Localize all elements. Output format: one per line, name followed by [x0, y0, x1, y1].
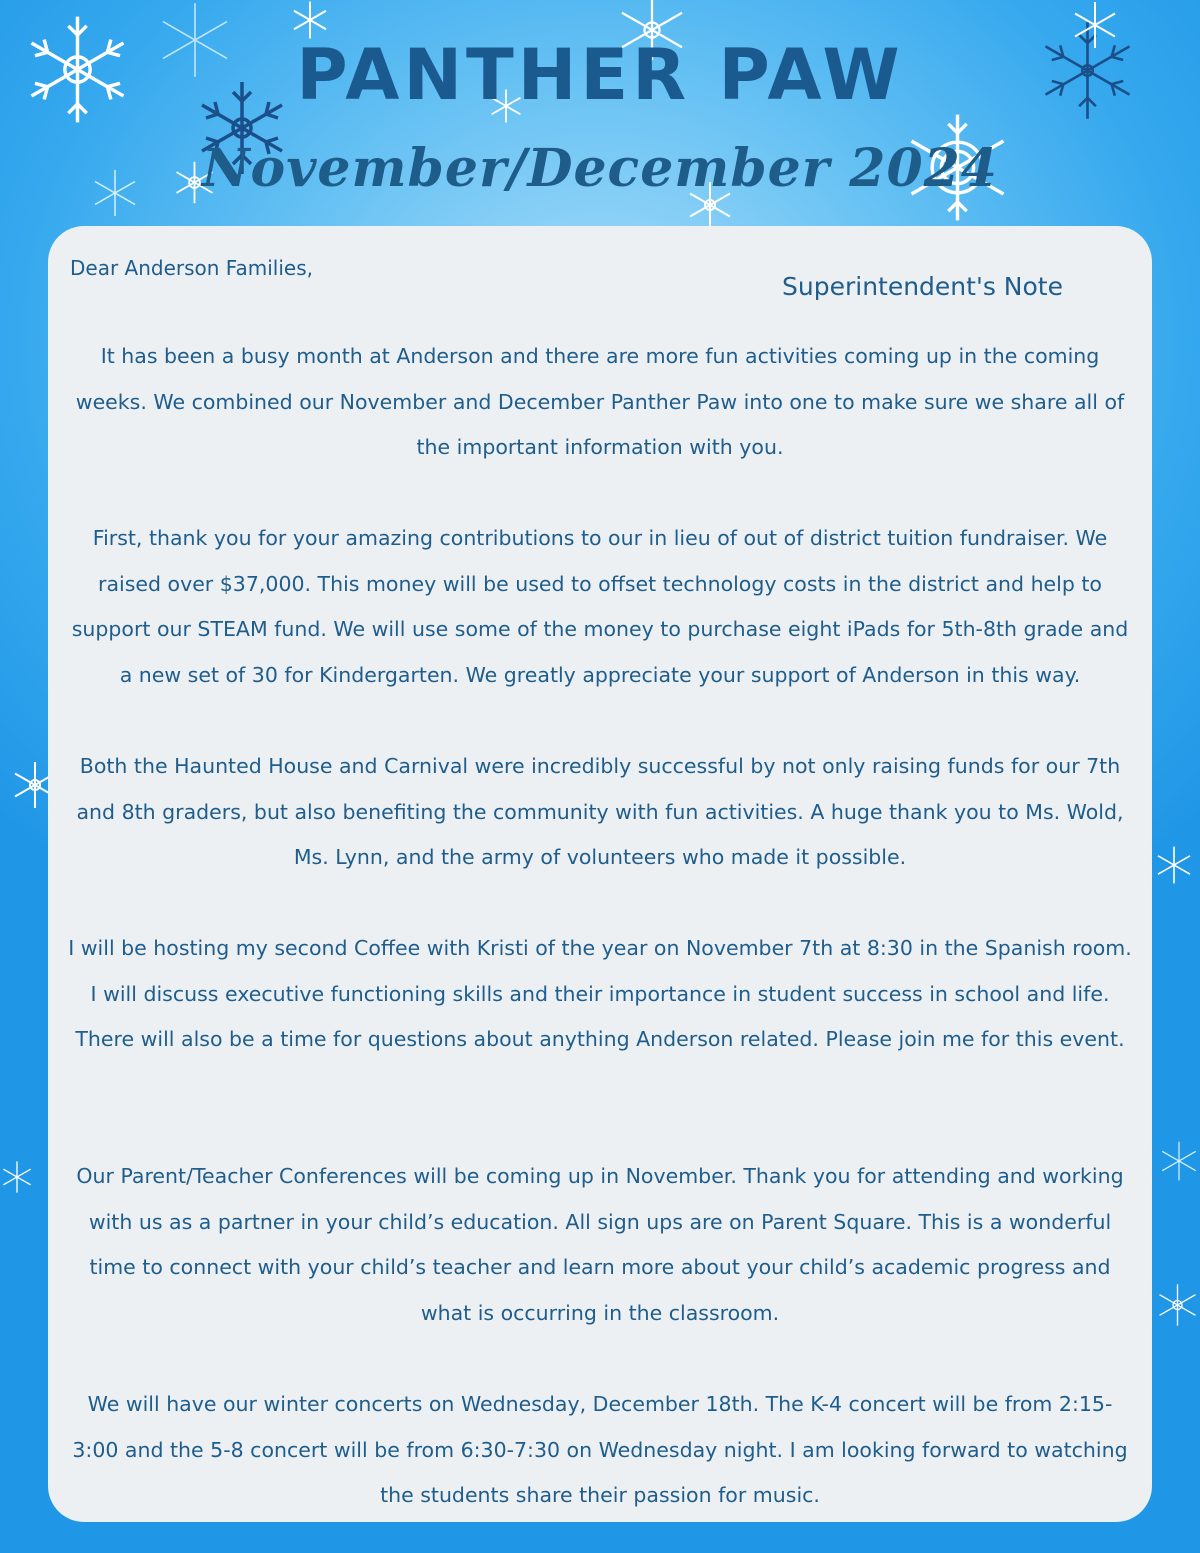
newsletter-date: November/December 2024: [202, 138, 998, 199]
letter-greeting: Dear Anderson Families,: [70, 256, 313, 280]
snowflake-icon: [1154, 845, 1194, 885]
letter-paragraph: It has been a busy month at Anderson and there are more fun activities coming up in the coming weeks. We combined our November and December Panther Paw into one to make sure we share all of the important information with you.: [75, 344, 1125, 459]
letter-paragraph: I will be hosting my second Coffee with Kristi of the year on November 7th at 8:30 in the Spanish room. I will discuss executive functioning skills and their importance in student success in school and life. There will also be a time for questions about anything Anderson related. Please join me for this event.: [68, 936, 1132, 1051]
section-heading: Superintendent's Note: [782, 272, 1063, 301]
letter-paragraph: First, thank you for your amazing contributions to our in lieu of out of district tuition fundraiser. We raised over $37,000. This money will be used to offset technology costs in the district and help to support our STEAM fund. We will use some of the money to purchase eight iPads for 5th-8th grade and a new set of 30 for Kindergarten. We greatly appreciate your support of Anderson in this way.: [71, 526, 1129, 687]
snowflake-icon: [1158, 1140, 1200, 1182]
letter-paragraph: Both the Haunted House and Carnival were incredibly successful by not only raising funds for our 7th and 8th graders, but also benefiting the community with fun activities. A huge thank you to Ms. Wold, Ms. Lynn, and the army of volunteers who made it possible.: [76, 754, 1124, 869]
snowflake-icon: [0, 1150, 34, 1204]
newsletter-title: PANTHER PAW: [296, 34, 904, 116]
snowflake-icon: [1155, 1265, 1200, 1345]
letter-paragraph: We will have our winter concerts on Wednesday, December 18th. The K-4 concert will be from 2:15-3:00 and the 5-8 concert will be from 6:30-7:30 on Wednesday night. I am looking forward to watching the students share their passion for music.: [72, 1392, 1128, 1507]
letter-paragraph: Our Parent/Teacher Conferences will be coming up in November. Thank you for attending and working with us as a partner in your child’s education. All sign ups are on Parent Square. This is a wonderful time to connect with your child’s teacher and learn more about your child’s academic progress and what is occurring in the classroom.: [76, 1164, 1124, 1325]
